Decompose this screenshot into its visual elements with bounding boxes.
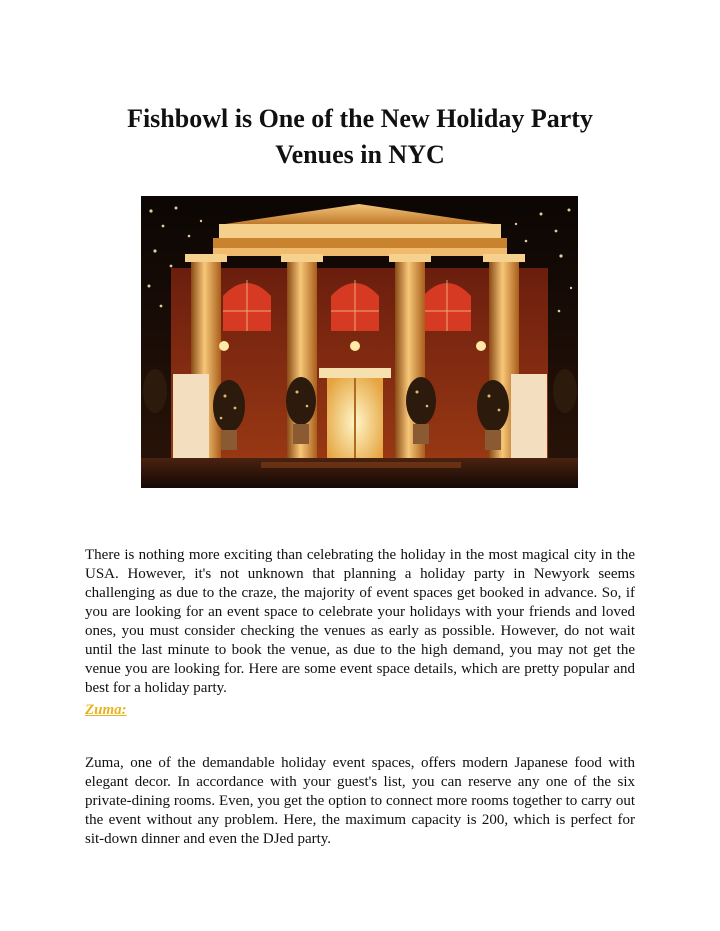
section-heading-zuma: Zuma: [85,702,127,718]
zuma-paragraph: Zuma, one of the demandable holiday event spaces, offers modern Japanese food with elegant decor. In accordance with your guest's list, you can reserve any one of the six private-dining rooms. Even, you get the option to connect more rooms together to carry out the event without any problem. Here, the maximum capacity is 200, which is perfect for sit-down dinner and even the DJed party. [85,755,635,847]
title-line-2: Venues in NYC [275,140,445,170]
title-line-1: Fishbowl is One of the New Holiday Party [127,104,593,134]
page-title [90,101,630,173]
venue-photo [141,196,578,488]
intro-paragraph: There is nothing more exciting than celebrating the holiday in the most magical city in the USA. However, it's not unknown that planning a holiday party in Newyork seems challenging as due to the craze, the majority of event spaces get booked in advance. So, if you are looking for an event space to celebrate your holidays with your friends and loved ones, you must consider checking the venues as early as possible. However, do not wait until the last minute to book the venue, as due to the high demand, you may not get the venue you are looking for. Here are some event space details, which are pretty popular and best for a holiday party. [85,547,635,696]
venue-photo-illustration [141,196,578,488]
